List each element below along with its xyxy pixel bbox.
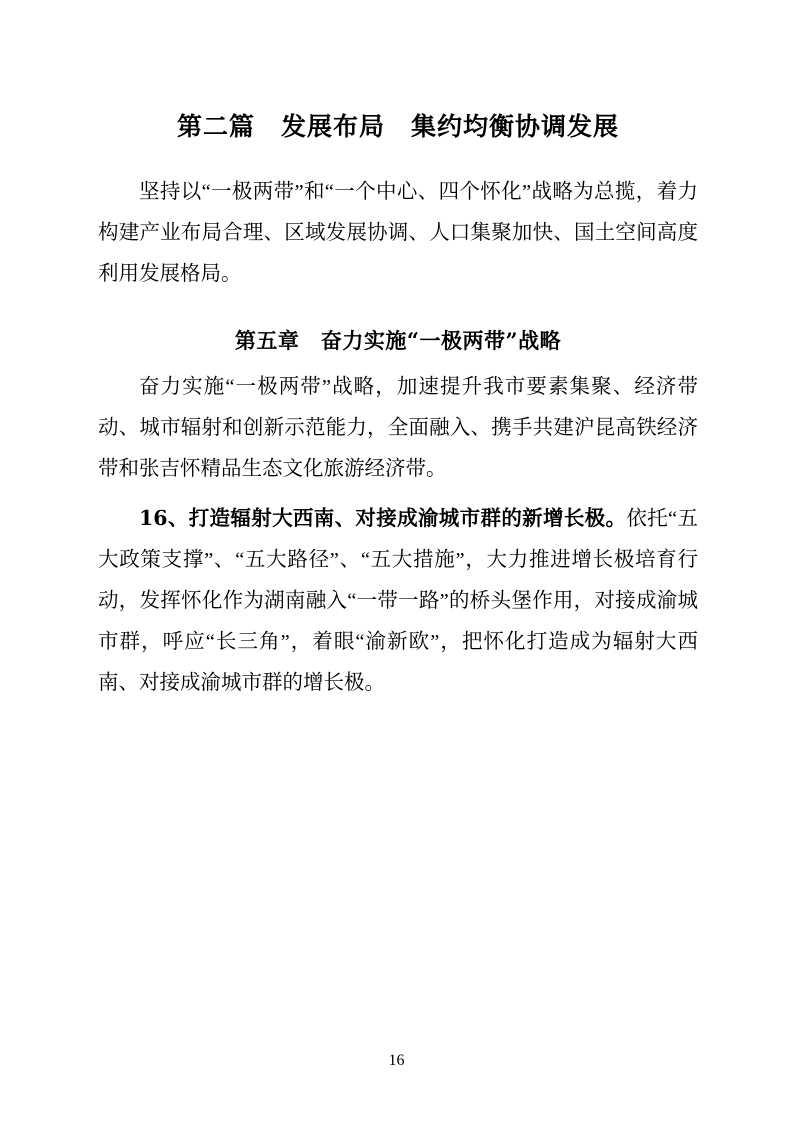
section-body: 依托“五大政策支撑”、“五大路径”、“五大措施”，大力推进增长极培育行动，发挥怀化作为湖南融入“一带一路”的桥头堡作用，对接成渝城市群，呼应“长三角”，着眼“渝新欧”，把怀化打造成为辐射大西南、对接成渝城市群的增长极。 (98, 508, 698, 694)
intro-paragraph: 坚持以“一极两带”和“一个中心、四个怀化”战略为总揽，着力构建产业布局合理、区域发展协调、人口集聚加快、国土空间高度利用发展格局。 (98, 181, 698, 285)
document-body (98, 0, 698, 704)
page-title: 第二篇 发展布局 集约均衡协调发展 (176, 112, 619, 141)
section-lead: 16、打造辐射大西南、对接成渝城市群的新增长极。 (139, 506, 627, 530)
page-number: 16 (388, 1052, 405, 1069)
section-paragraph (98, 498, 698, 704)
chapter-title: 第五章 奋力实施“一极两带”战略 (234, 328, 562, 353)
chapter-paragraph: 奋力实施“一极两带”战略，加速提升我市要素集聚、经济带动、城市辐射和创新示范能力，全面融入、携手共建沪昆高铁经济带和张吉怀精品生态文化旅游经济带。 (98, 376, 698, 480)
